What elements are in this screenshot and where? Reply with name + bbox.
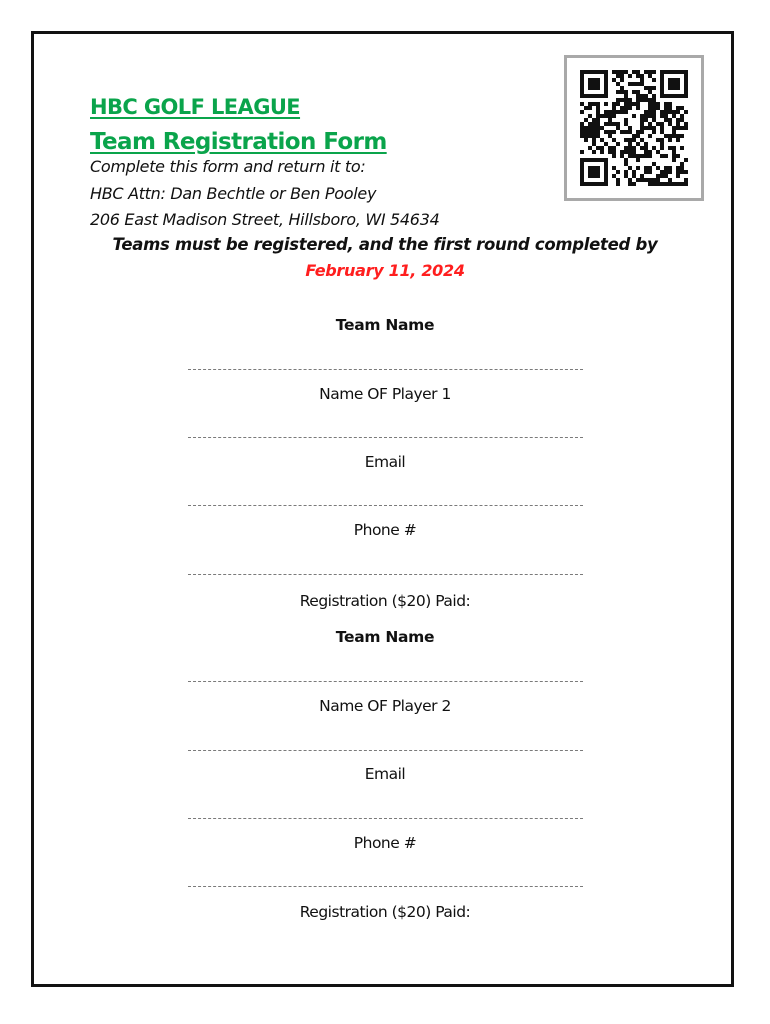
registration-paid-label: Registration ($20) Paid: <box>299 903 471 921</box>
registration-paid-label: Registration ($20) Paid: <box>299 592 471 610</box>
player-1-label: Name OF Player 1 <box>319 385 451 403</box>
league-title: HBC GOLF LEAGUE <box>90 95 301 119</box>
address-line: 206 East Madison Street, Hillsboro, WI 54634 <box>90 210 440 229</box>
instructions-line-2: HBC Attn: Dan Bechtle or Ben Pooley <box>90 184 377 203</box>
email-field[interactable] <box>188 505 583 506</box>
team-name-label: Team Name <box>335 628 435 646</box>
team-name-field[interactable] <box>188 681 583 682</box>
email-field[interactable] <box>188 818 583 819</box>
team-name-label: Team Name <box>335 316 435 334</box>
player-1-field[interactable] <box>188 437 583 438</box>
deadline-date: February 11, 2024 <box>305 261 465 280</box>
phone-field[interactable] <box>188 574 583 575</box>
player-2-label: Name OF Player 2 <box>319 697 451 715</box>
deadline-notice: Teams must be registered, and the first round completed by <box>112 235 658 254</box>
phone-label: Phone # <box>353 521 417 539</box>
qr-code-icon <box>580 70 688 186</box>
player-2-field[interactable] <box>188 750 583 751</box>
team-name-field[interactable] <box>188 369 583 370</box>
email-label: Email <box>364 453 406 471</box>
phone-field[interactable] <box>188 886 583 887</box>
phone-label: Phone # <box>353 834 417 852</box>
form-title: Team Registration Form <box>90 129 387 155</box>
email-label: Email <box>364 765 406 783</box>
qr-code-frame <box>564 55 704 201</box>
instructions-line-1: Complete this form and return it to: <box>90 157 366 176</box>
